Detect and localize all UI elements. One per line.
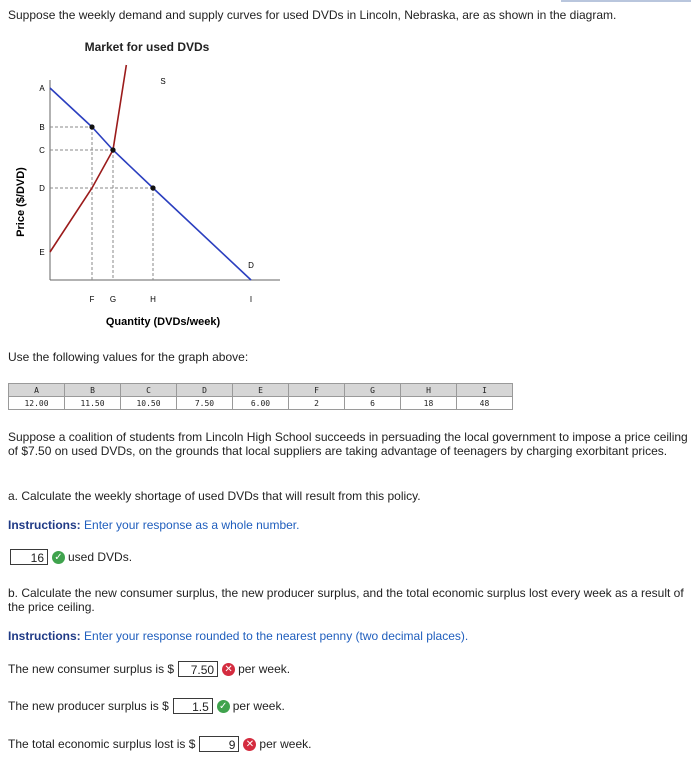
y-tick-label-d: D <box>39 184 45 193</box>
table-header-row <box>9 384 513 397</box>
data-point <box>110 147 115 152</box>
table-header-cell: E <box>233 384 289 397</box>
per-week-text: per week. <box>238 662 291 676</box>
part-a-answer-row <box>8 549 132 565</box>
demand-curve <box>50 88 251 280</box>
y-tick-label-c: C <box>39 146 45 155</box>
market-chart <box>0 60 300 340</box>
consumer-surplus-input[interactable]: 7.50 <box>178 661 218 677</box>
table-cell: 10.50 <box>121 397 177 410</box>
surplus-lost-input[interactable]: 9 <box>199 736 239 752</box>
table-cell: 12.00 <box>9 397 65 410</box>
instructions-label: Instructions: <box>8 518 81 532</box>
part-b-instructions <box>8 629 468 643</box>
table-header-cell: F <box>289 384 345 397</box>
y-tick-label-a: A <box>39 84 45 93</box>
producer-surplus-row <box>8 698 285 714</box>
per-week-text: per week. <box>259 737 312 751</box>
surplus-lost-label: The total economic surplus lost is $ <box>8 737 196 751</box>
answer-suffix: used DVDs. <box>68 550 133 564</box>
y-axis-label: Price ($/DVD) <box>15 167 27 237</box>
table-cell: 7.50 <box>177 397 233 410</box>
x-axis-label: Quantity (DVDs/week) <box>105 316 221 328</box>
x-tick-label-f: F <box>89 295 95 304</box>
instructions-text: Enter your response as a whole number. <box>84 518 300 532</box>
part-a-question: a. Calculate the weekly shortage of used DVDs that will result from this policy. <box>8 489 421 503</box>
table-header-cell: I <box>457 384 513 397</box>
table-header-cell: B <box>65 384 121 397</box>
consumer-surplus-label: The new consumer surplus is $ <box>8 662 175 676</box>
part-a-instructions <box>8 518 299 532</box>
check-icon: ✓ <box>52 551 65 564</box>
top-divider <box>561 0 691 2</box>
x-tick-label-g: G <box>109 295 117 304</box>
x-circle-icon: ✕ <box>243 738 256 751</box>
check-icon: ✓ <box>217 700 230 713</box>
table-cell: 6.00 <box>233 397 289 410</box>
table-intro: Use the following values for the graph above: <box>8 350 249 364</box>
values-table <box>8 383 513 410</box>
table-header-cell: D <box>177 384 233 397</box>
producer-surplus-input[interactable]: 1.5 <box>173 698 213 714</box>
supply-curve-label: S <box>160 77 166 86</box>
table-cell: 11.50 <box>65 397 121 410</box>
table-header-cell: G <box>345 384 401 397</box>
y-tick-label-b: B <box>39 123 45 132</box>
x-tick-label-h: H <box>150 295 156 304</box>
x-circle-icon: ✕ <box>222 663 235 676</box>
instructions-label: Instructions: <box>8 629 81 643</box>
per-week-text: per week. <box>232 699 285 713</box>
demand-curve-label: D <box>248 261 254 270</box>
scenario-text: Suppose a coalition of students from Lincoln High School succeeds in persuading the local government to impose a price ceiling of $7.50 on used DVDs, on the grounds that local suppliers are taking advantage of teenagers by charging exorbitant prices. <box>8 430 688 458</box>
producer-surplus-label: The new producer surplus is $ <box>8 699 169 713</box>
table-cell: 18 <box>401 397 457 410</box>
chart-title: Market for used DVDs <box>84 40 210 54</box>
table-cell: 48 <box>457 397 513 410</box>
table-header-cell: C <box>121 384 177 397</box>
data-point <box>89 124 94 129</box>
data-point <box>150 185 155 190</box>
table-header-cell: A <box>9 384 65 397</box>
shortage-input[interactable]: 16 <box>10 549 48 565</box>
table-row <box>9 397 513 410</box>
supply-curve <box>50 65 126 252</box>
part-b-question: b. Calculate the new consumer surplus, the new producer surplus, and the total economic surplus lost every week as a result of the price ceiling. <box>8 586 684 614</box>
y-tick-label-e: E <box>39 248 45 257</box>
consumer-surplus-row <box>8 661 290 677</box>
instructions-text: Enter your response rounded to the nearest penny (two decimal places). <box>84 629 469 643</box>
table-cell: 6 <box>345 397 401 410</box>
table-cell: 2 <box>289 397 345 410</box>
x-tick-label-i: I <box>249 295 253 304</box>
table-header-cell: H <box>401 384 457 397</box>
surplus-lost-row <box>8 736 311 752</box>
question-intro: Suppose the weekly demand and supply curves for used DVDs in Lincoln, Nebraska, are as shown in the diagram. <box>8 8 617 22</box>
